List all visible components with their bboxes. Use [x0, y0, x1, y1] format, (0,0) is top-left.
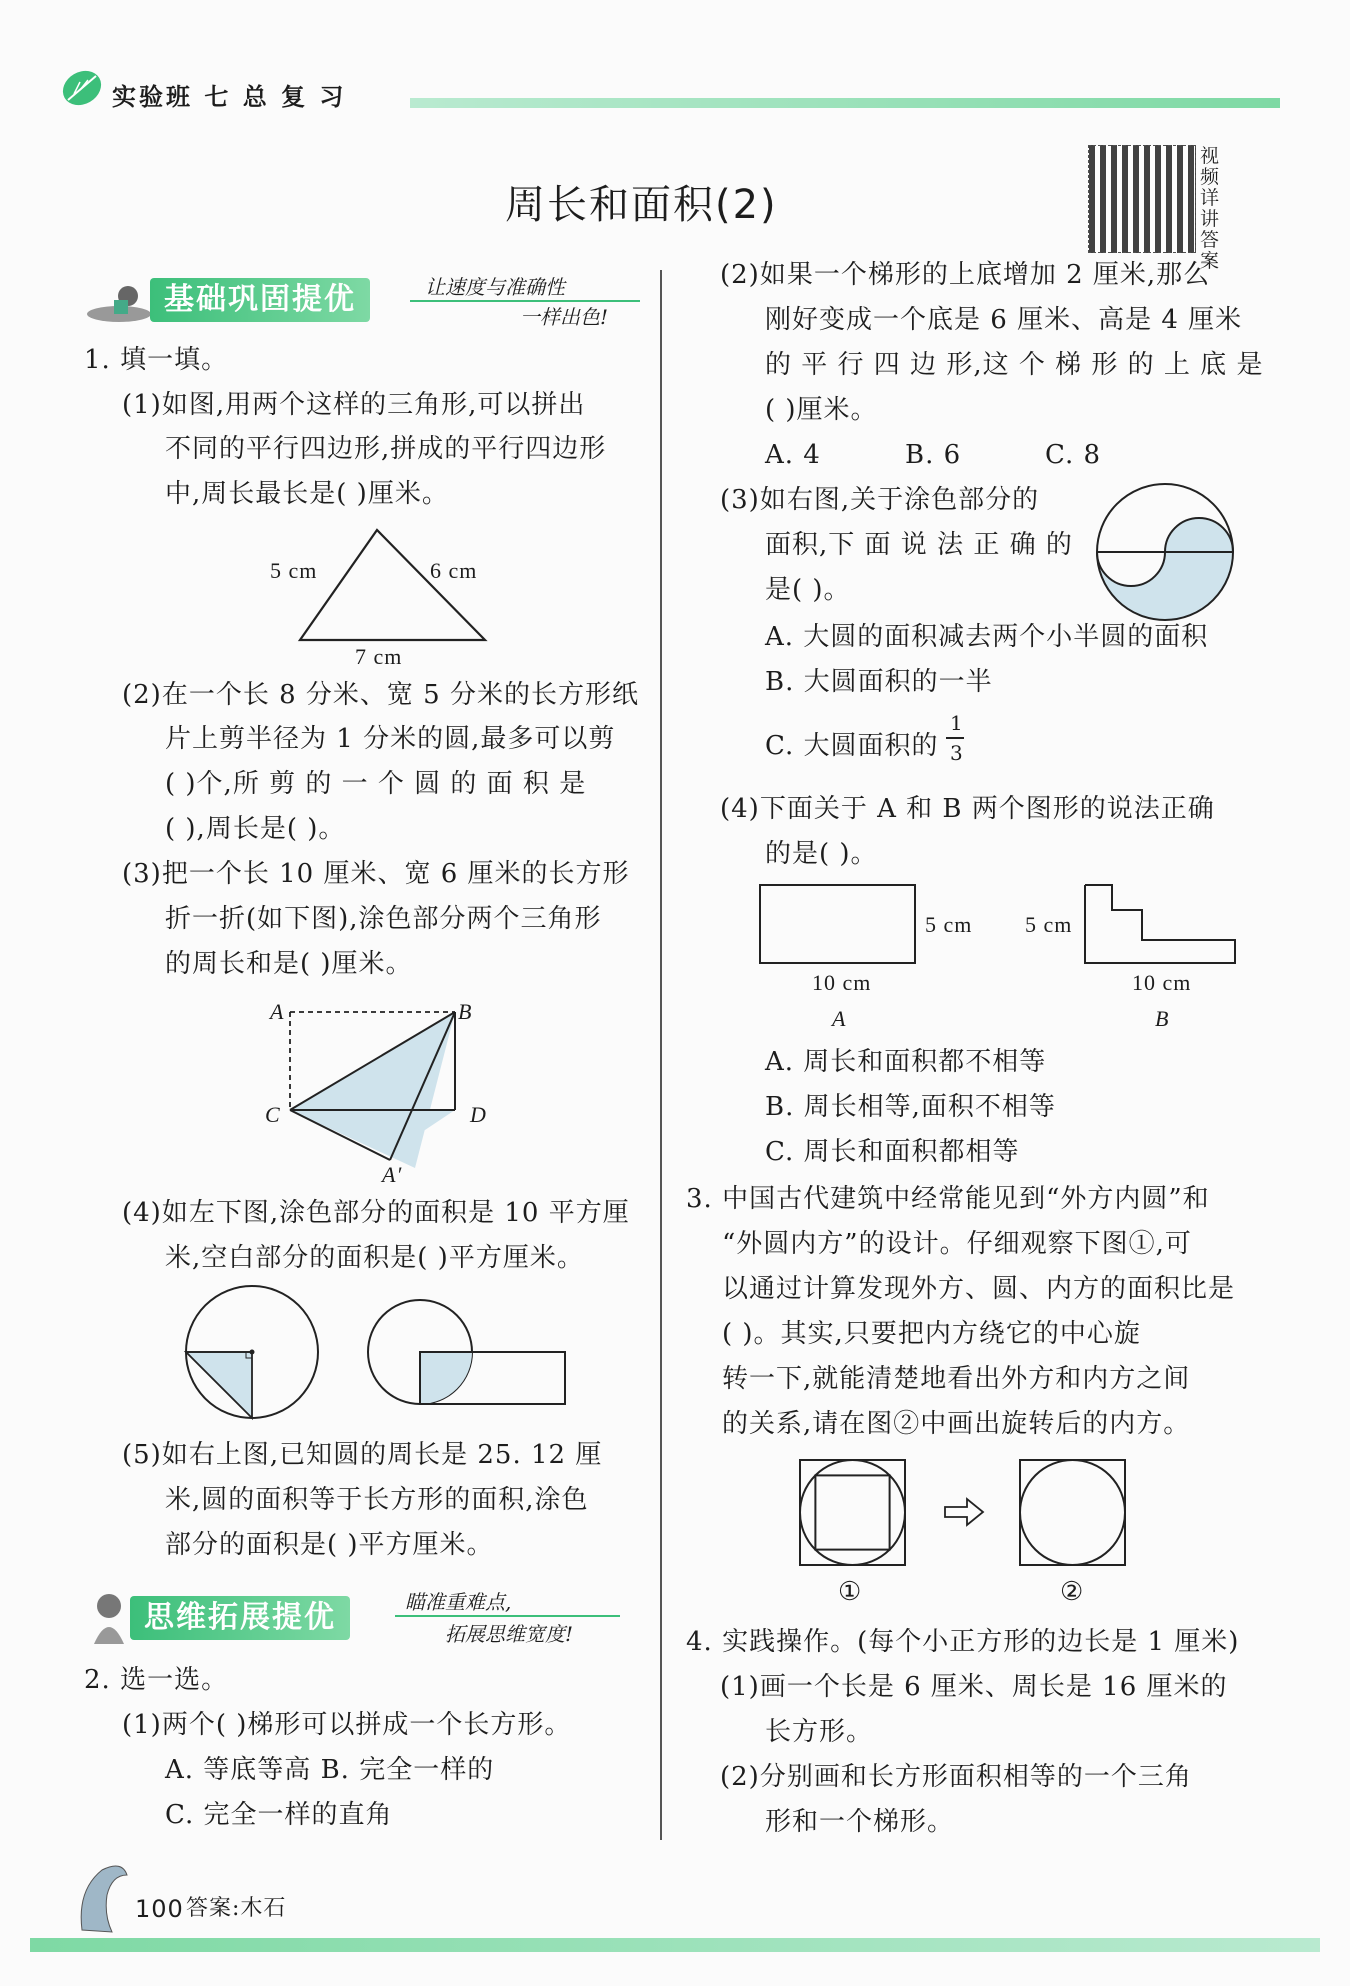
qr-code[interactable] — [1088, 145, 1196, 253]
q2-p3-line: 是( )。 — [765, 575, 851, 605]
fraction-denominator: 3 — [950, 741, 964, 765]
q1-p3-line: 折一折(如下图),涂色部分两个三角形 — [165, 904, 602, 934]
fold-rectangle-figure — [260, 990, 510, 1180]
footer-rule — [30, 1938, 1320, 1952]
q2-p4-line: (4)下面关于 A 和 B 两个图形的说法正确 — [720, 794, 1215, 824]
q4-line: 4. 实践操作。(每个小正方形的边长是 1 厘米) — [686, 1627, 1240, 1657]
q2-p1-option: A. 等底等高 B. 完全一样的 — [165, 1755, 495, 1785]
fold-label-a-prime: A′ — [382, 1162, 403, 1187]
mascot-icon — [84, 280, 154, 324]
q2-p3-option: A. 大圆的面积减去两个小半圆的面积 — [765, 622, 1209, 652]
section2-slogan-line1: 瞄准重难点, — [405, 1590, 512, 1614]
tri-label-right: 6 cm — [430, 558, 478, 583]
q3-line: ( )。其实,只要把内方绕它的中心旋 — [722, 1319, 1141, 1349]
q1-p2-line: ( ),周长是( )。 — [165, 814, 346, 844]
circle-square-figures — [180, 1280, 580, 1430]
q2-heading: 2. 选一选。 — [84, 1665, 229, 1695]
fold-label-c: C — [265, 1102, 281, 1127]
fig-b-side: 5 cm — [1025, 912, 1073, 937]
q2-p4-option: A. 周长和面积都不相等 — [765, 1047, 1047, 1077]
q3-line: “外圆内方”的设计。仔细观察下图①,可 — [722, 1229, 1192, 1259]
q3-line: 转一下,就能清楚地看出外方和内方之间 — [722, 1364, 1191, 1394]
q3-line: 的关系,请在图②中画出旋转后的内方。 — [722, 1409, 1191, 1439]
q3-fig-label-2: ② — [1060, 1577, 1085, 1607]
q2-p4-option: C. 周长和面积都相等 — [765, 1137, 1020, 1167]
fold-label-d: D — [470, 1102, 487, 1127]
q1-p4-line: (4)如左下图,涂色部分的面积是 10 平方厘 — [122, 1198, 630, 1228]
q2-p4-option: B. 周长相等,面积不相等 — [765, 1092, 1056, 1122]
shape-a-figure — [755, 880, 925, 970]
q1-p5-line: (5)如右上图,已知圆的周长是 25. 12 厘 — [122, 1440, 603, 1470]
q3-line: 以通过计算发现外方、圆、内方的面积比是 — [722, 1274, 1236, 1304]
q2-p1-line: (1)两个( )梯形可以拼成一个长方形。 — [122, 1710, 572, 1740]
q2-p3-option: B. 大圆面积的一半 — [765, 667, 993, 697]
q1-p3-line: (3)把一个长 10 厘米、宽 6 厘米的长方形 — [122, 859, 630, 889]
fig-a-side: 5 cm — [925, 912, 973, 937]
q3-line: 3. 中国古代建筑中经常能见到“外方内圆”和 — [686, 1184, 1210, 1214]
fraction-bar — [946, 737, 964, 739]
q1-p1-line: (1)如图,用两个这样的三角形,可以拼出 — [122, 390, 586, 420]
page-title: 周长和面积(2) — [505, 182, 778, 228]
q1-p2-line: 片上剪半径为 1 分米的圆,最多可以剪 — [165, 724, 616, 754]
section1-slogan-line1: 让速度与准确性 — [425, 275, 565, 299]
yin-yang-circle-figure — [1095, 482, 1235, 622]
q1-p5-line: 部分的面积是( )平方厘米。 — [165, 1530, 494, 1560]
qr-label: 视频详讲答案 — [1200, 145, 1221, 272]
q4-line: 长方形。 — [765, 1717, 874, 1747]
mascot-icon — [84, 1590, 134, 1646]
square-circle-figures — [795, 1455, 1135, 1570]
q1-heading: 1. 填一填。 — [84, 345, 229, 375]
q2-p2-line: ( )厘米。 — [765, 395, 878, 425]
tri-label-bottom: 7 cm — [355, 644, 403, 669]
section1-banner: 基础巩固提优 — [150, 278, 370, 322]
q2-p3-option: C. 大圆面积的 — [765, 731, 939, 761]
section2-banner: 思维拓展提优 — [130, 1596, 350, 1640]
q4-line: (2)分别画和长方形面积相等的一个三角 — [720, 1762, 1192, 1792]
tri-label-left: 5 cm — [270, 558, 318, 583]
page-number: 100 — [135, 1895, 184, 1923]
q2-p4-line: 的是( )。 — [765, 839, 878, 869]
q2-p2-option: C. 8 — [1045, 440, 1102, 470]
q2-p3-line: 面积,下 面 说 法 正 确 的 — [765, 530, 1073, 560]
dolphin-icon — [72, 1860, 132, 1940]
column-divider — [660, 270, 662, 1840]
q1-p3-line: 的周长和是( )厘米。 — [165, 949, 413, 979]
fig-a-name: A — [832, 1006, 847, 1031]
q2-p3-line: (3)如右图,关于涂色部分的 — [720, 485, 1040, 515]
fig-b-name: B — [1155, 1006, 1170, 1031]
q2-p1-option: C. 完全一样的直角 — [165, 1800, 393, 1830]
slogan-underline — [410, 300, 640, 302]
slogan-underline — [395, 1615, 620, 1617]
q1-p1-line: 中,周长最长是( )厘米。 — [165, 479, 449, 509]
q2-p2-line: 的 平 行 四 边 形,这 个 梯 形 的 上 底 是 — [765, 350, 1264, 380]
q1-p1-line: 不同的平行四边形,拼成的平行四边形 — [165, 434, 607, 464]
section2-slogan-line2: 拓展思维宽度! — [445, 1622, 574, 1646]
q1-p2-line: ( )个,所 剪 的 一 个 圆 的 面 积 是 — [165, 769, 587, 799]
fig-b-bottom: 10 cm — [1132, 970, 1192, 995]
fig-a-bottom: 10 cm — [812, 970, 872, 995]
fold-label-b: B — [458, 999, 473, 1024]
q2-p2-line: 刚好变成一个底是 6 厘米、高是 4 厘米 — [765, 305, 1243, 335]
q1-p4-line: 米,空白部分的面积是( )平方厘米。 — [165, 1243, 584, 1273]
header-rule — [410, 98, 1280, 108]
q2-p2-option: B. 6 — [905, 440, 962, 470]
leaf-logo-icon — [60, 68, 104, 108]
q4-line: (1)画一个长是 6 厘米、周长是 16 厘米的 — [720, 1672, 1228, 1702]
q1-p2-line: (2)在一个长 8 分米、宽 5 分米的长方形纸 — [122, 680, 639, 710]
fraction-numerator: 1 — [950, 711, 964, 735]
q2-p2-option: A. 4 — [765, 440, 821, 470]
q3-fig-label-1: ① — [838, 1577, 863, 1607]
q1-p5-line: 米,圆的面积等于长方形的面积,涂色 — [165, 1485, 589, 1515]
section1-slogan-line2: 一样出色! — [520, 305, 609, 329]
shape-b-figure — [1080, 880, 1240, 970]
q4-line: 形和一个梯形。 — [765, 1807, 955, 1837]
q2-p2-line: (2)如果一个梯形的上底增加 2 厘米,那么 — [720, 260, 1211, 290]
answer-label: 答案:木石 — [186, 1896, 287, 1921]
fold-label-a: A — [270, 999, 285, 1024]
series-label: 实验班 七 总 复 习 — [112, 83, 347, 111]
